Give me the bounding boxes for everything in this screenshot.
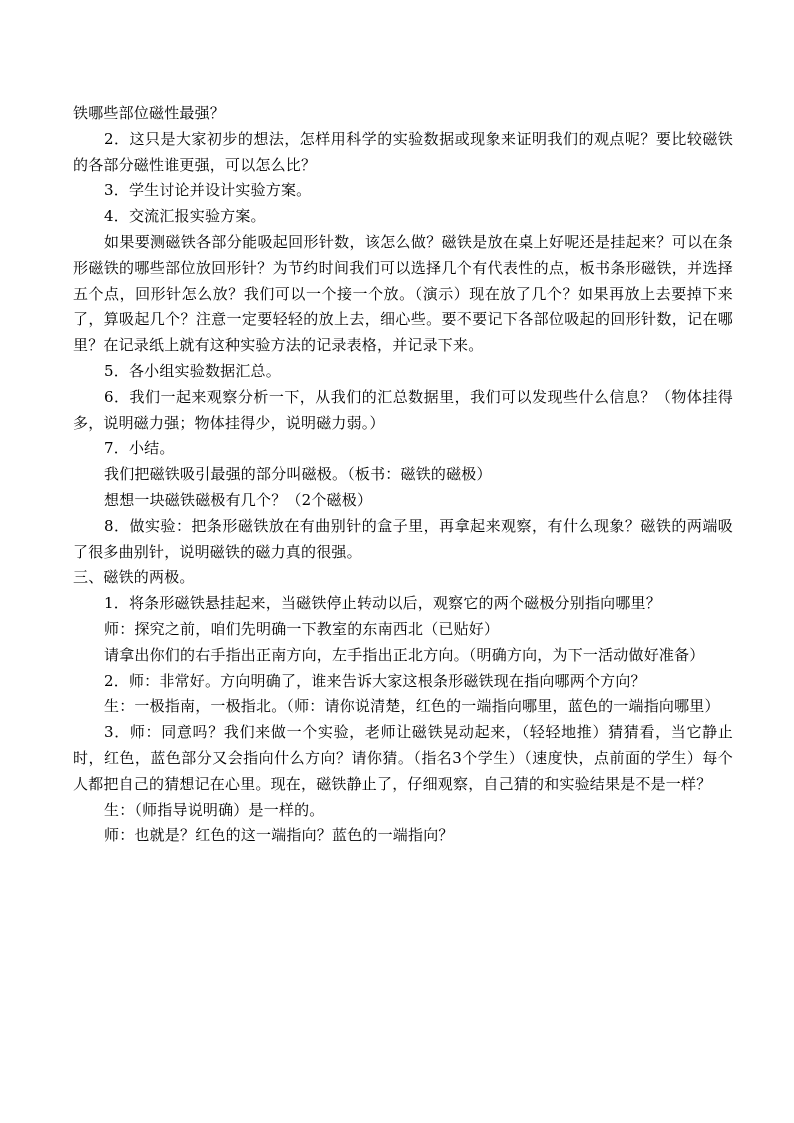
paragraph-step-5: 5．各小组实验数据汇总。 bbox=[104, 361, 281, 380]
paragraph-student-answer-2: 生：（师指导说明确）是一样的。 bbox=[104, 800, 325, 819]
paragraph-student-answer-1: 生：一极指南，一极指北。（师：请你说清楚，红色的一端指向哪里，蓝色的一端指向哪里） bbox=[104, 697, 720, 716]
paragraph-step-8: 8．做实验：把条形磁铁放在有曲别针的盒子里，再拿起来观察，有什么现象？磁铁的两端吸了很多曲别针，说明磁铁的磁力真的很强。 bbox=[73, 516, 733, 561]
document-body bbox=[73, 101, 733, 849]
paragraph-poles-step-3: 3．师：同意吗？我们来做一个实验，老师让磁铁晃动起来，（轻轻地推）猜猜看，当它静止时，红色，蓝色部分又会指向什么方向？请你猜。（指名3个学生）（速度快，点前面的学生）每个人都把自己的猜想记在心里。现在，磁铁静止了，仔细观察，自己猜的和实验结果是不是一样？ bbox=[73, 723, 733, 793]
paragraph-teacher-directions: 师：探究之前，咱们先明确一下教室的东南西北（已贴好） bbox=[104, 619, 500, 638]
paragraph-step-2: 2．这只是大家初步的想法，怎样用科学的实验数据或现象来证明我们的观点呢？要比较磁铁的各部分磁性谁更强，可以怎么比？ bbox=[73, 129, 733, 174]
paragraph-teacher-question: 师：也就是？红色的这一端指向？蓝色的一端指向？ bbox=[104, 826, 454, 845]
paragraph-hand-directions: 请拿出你们的右手指出正南方向，左手指出正北方向。（明确方向，为下一活动做好准备） bbox=[104, 645, 705, 664]
paragraph-poles-step-2: 2．师：非常好。方向明确了，谁来告诉大家这根条形磁铁现在指向哪两个方向？ bbox=[104, 671, 646, 690]
paragraph-step-6: 6．我们一起来观察分析一下，从我们的汇总数据里，我们可以发现些什么信息？（物体挂得多，说明磁力强；物体挂得少，说明磁力弱。） bbox=[73, 387, 733, 432]
paragraph-step-4: 4．交流汇报实验方案。 bbox=[104, 207, 266, 226]
paragraph-experiment-method: 如果要测磁铁各部分能吸起回形针数，该怎么做？磁铁是放在桌上好呢还是挂起来？可以在条形磁铁的哪些部位放回形针？为节约时间我们可以选择几个有代表性的点，板书条形磁铁，并选择五个点，回形针怎么放？我们可以一个接一个放。（演示）现在放了几个？如果再放上去要掉下来了，算吸起几个？注意一定要轻轻的放上去，细心些。要不要记下各部位吸起的回形针数，记在哪里？在记录纸上就有这种实验方法的记录表格，并记录下来。 bbox=[73, 232, 733, 355]
section-heading-two-poles: 三、磁铁的两极。 bbox=[73, 568, 195, 587]
paragraph-magnetic-pole-definition: 我们把磁铁吸引最强的部分叫磁极。（板书：磁铁的磁极） bbox=[104, 465, 492, 484]
paragraph-step-7: 7．小结。 bbox=[104, 439, 175, 458]
paragraph-step-3: 3．学生讨论并设计实验方案。 bbox=[104, 181, 312, 200]
paragraph-continuation: 铁哪些部位磁性最强？ bbox=[73, 104, 226, 122]
paragraph-poles-step-1: 1．将条形磁铁悬挂起来，当磁铁停止转动以后，观察它的两个磁极分别指向哪里？ bbox=[104, 594, 661, 613]
paragraph-pole-count: 想想一块磁铁磁极有几个？（2个磁极） bbox=[104, 490, 373, 509]
